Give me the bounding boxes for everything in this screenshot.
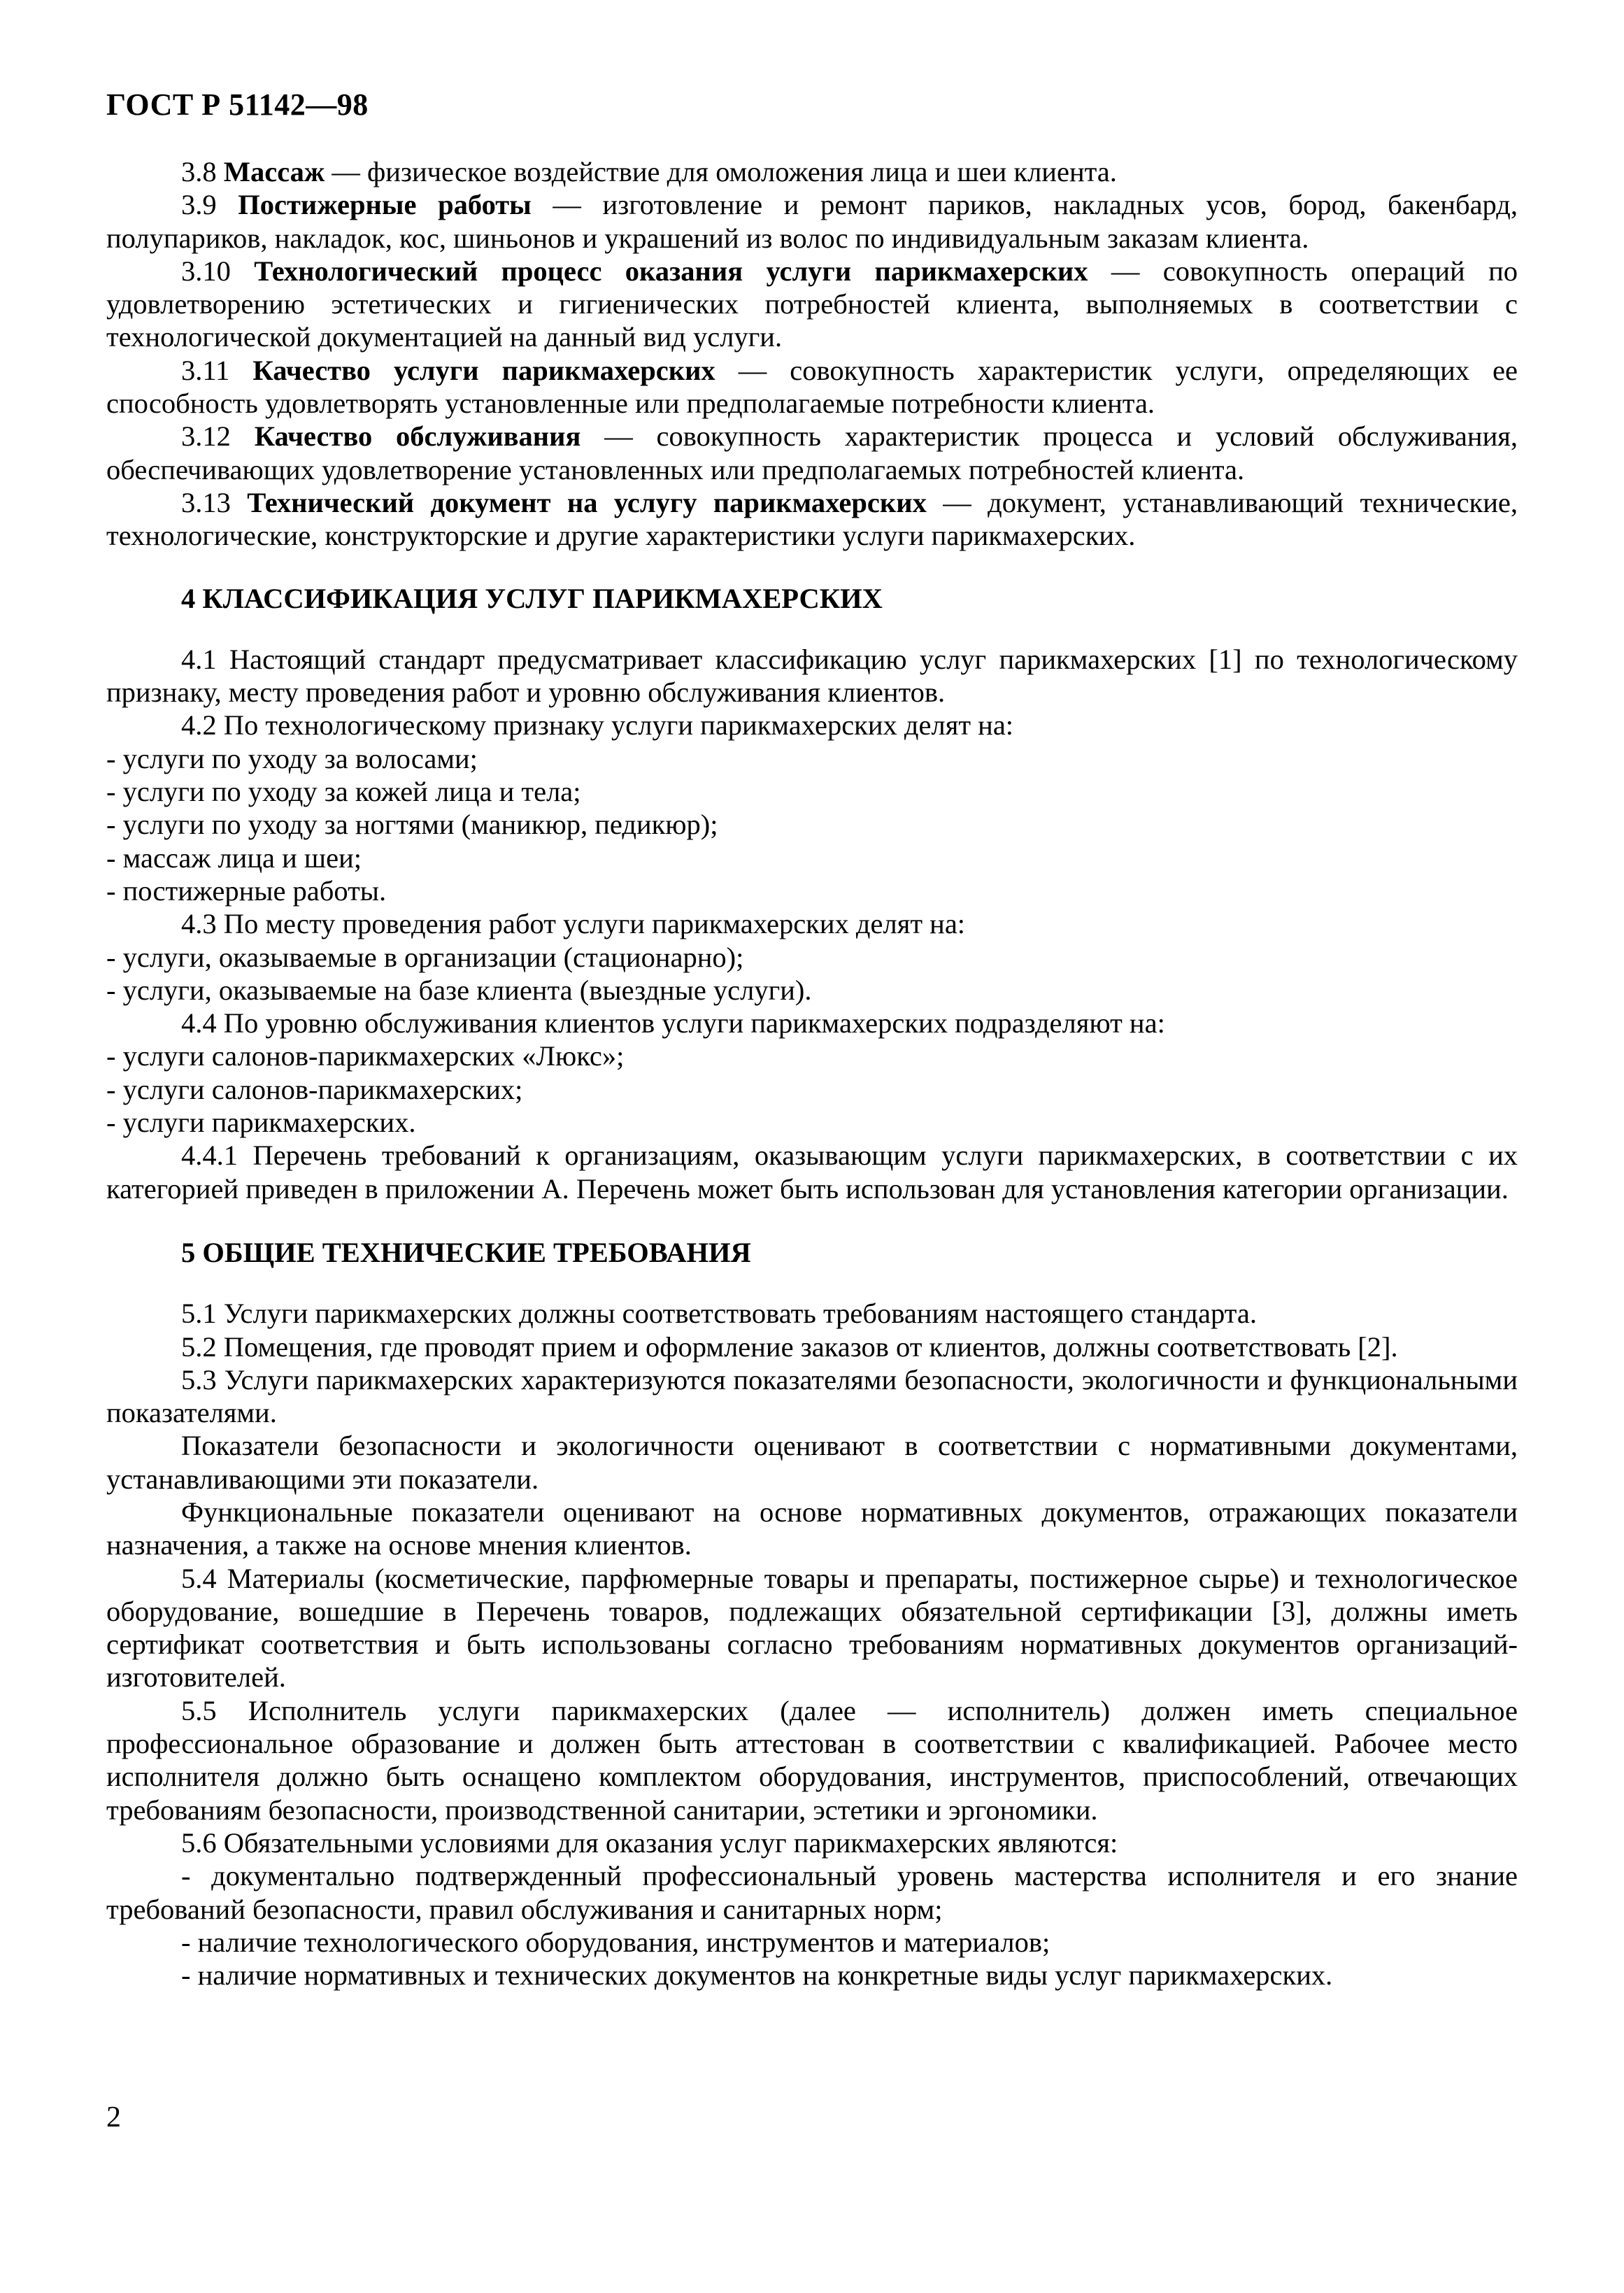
paragraph-5-1: 5.1 Услуги парикмахерских должны соответствовать требованиям настоящего стандарта. [181, 1298, 1257, 1330]
term-title: Качество обслуживания [254, 420, 581, 453]
page-number: 2 [106, 2101, 121, 2134]
section-5-body [106, 1297, 1518, 1992]
list-item: - услуги, оказываемые в организации (стационарно); [106, 941, 744, 973]
list-item: - наличие нормативных и технических документов на конкретные виды услуг парикмахерских. [181, 1959, 1333, 1992]
paragraph-5-3-safety: Показатели безопасности и экологичности оценивают в соответствии с нормативными документами, устанавливающими эти показатели. [106, 1430, 1518, 1495]
list-item: - услуги парикмахерских. [106, 1107, 416, 1139]
term-3-8: 3.8 Массаж — физическое воздействие для омоложения лица и шеи клиента. [181, 156, 1117, 187]
term-3-9: 3.9 Постижерные работы — изготовление и ремонт париков, накладных усов, бород, бакенбард, полупариков, накладок, кос, шиньонов и украшений из волос по индивидуальным заказам клиента. [106, 189, 1518, 254]
paragraph-5-4: 5.4 Материалы (косметические, парфюмерные товары и препараты, постижерное сырье) и технологическое оборудование, вошедшие в Перечень товаров, подлежащих обязательной сертификации [3], должны иметь сертификат соответствия и быть использованы согласно требованиям нормативных документов организаций-изготовителей. [106, 1562, 1518, 1694]
paragraph-5-5: 5.5 Исполнитель услуги парикмахерских (далее — исполнитель) должен иметь специальное профессиональное образование и должен быть аттестован в соответствии с квалификацией. Рабочее место исполнителя должно быть оснащено комплектом оборудования, инструментов, приспособлений, отвечающих требованиям безопасности, производственной санитарии, эстетики и эргономики. [106, 1694, 1518, 1826]
paragraph-4-3: 4.3 По месту проведения работ услуги парикмахерских делят на: [181, 908, 966, 940]
list-item: - услуги, оказываемые на базе клиента (выездные услуги). [106, 974, 812, 1006]
term-3-11: 3.11 Качество услуги парикмахерских — совокупность характеристик услуги, определяющих ее способность удовлетворять установленные или предполагаемые потребности клиента. [106, 354, 1518, 420]
term-3-13: 3.13 Технический документ на услугу парикмахерских — документ, устанавливающий технические, технологические, конструкторские и другие характеристики услуги парикмахерских. [106, 486, 1518, 552]
term-title: Технологический процесс оказания услуги парикмахерских [254, 255, 1088, 287]
paragraph-5-3: 5.3 Услуги парикмахерских характеризуются показателями безопасности, экологичности и функциональными показателями. [106, 1363, 1518, 1429]
paragraph-4-4-1: 4.4.1 Перечень требований к организациям, оказывающим услуги парикмахерских, в соответствии с их категорией приведен в приложении А. Перечень может быть использован для установления категории организации. [106, 1140, 1518, 1205]
term-3-12: 3.12 Качество обслуживания — совокупность характеристик процесса и условий обслуживания, обеспечивающих удовлетворение установленных или предполагаемых потребностей клиента. [106, 420, 1518, 485]
document-body [106, 155, 1518, 1992]
section-5-heading: 5 ОБЩИЕ ТЕХНИЧЕСКИЕ ТРЕБОВАНИЯ [181, 1236, 751, 1268]
term-title: Технический документ на услугу парикмахерских [247, 486, 927, 518]
document-header: ГОСТ Р 51142—98 [106, 87, 369, 122]
paragraph-4-4: 4.4 По уровню обслуживания клиентов услуги парикмахерских подразделяют на: [181, 1007, 1165, 1039]
terms-list [106, 155, 1518, 553]
term-title: Качество услуги парикмахерских [252, 354, 715, 386]
list-item: - услуги по уходу за волосами; [106, 742, 478, 774]
list-item: - постижерные работы. [106, 874, 387, 907]
paragraph-5-3-functional: Функциональные показатели оценивают на основе нормативных документов, отражающих показатели назначения, а также на основе мнения клиентов. [106, 1496, 1518, 1561]
term-3-10: 3.10 Технологический процесс оказания услуги парикмахерских — совокупность операций по удовлетворению эстетических и гигиенических потребностей клиента, выполняемых в соответствии с технологической документацией на данный вид услуги. [106, 255, 1518, 353]
paragraph-4-1: 4.1 Настоящий стандарт предусматривает классификацию услуг парикмахерских [1] по технологическому признаку, месту проведения работ и уровню обслуживания клиентов. [106, 643, 1518, 709]
list-item: - услуги салонов-парикмахерских; [106, 1073, 523, 1105]
section-4-body [106, 643, 1518, 1205]
list-item: - услуги по уходу за ногтями (маникюр, педикюр); [106, 809, 718, 841]
list-item: - услуги салонов-парикмахерских «Люкс»; [106, 1040, 625, 1072]
paragraph-5-2: 5.2 Помещения, где проводят прием и оформление заказов от клиентов, должны соответствовать [2]. [181, 1330, 1398, 1363]
term-title: Постижерные работы [238, 189, 532, 221]
list-item: - услуги по уходу за кожей лица и тела; [106, 776, 581, 808]
paragraph-5-6: 5.6 Обязательными условиями для оказания услуг парикмахерских являются: [181, 1826, 1118, 1859]
list-item: - массаж лица и шеи; [106, 842, 362, 874]
list-item: - документально подтвержденный профессиональный уровень мастерства исполнителя и его знание требований безопасности, правил обслуживания и санитарных норм; [106, 1860, 1518, 1925]
list-item: - наличие технологического оборудования, инструментов и материалов; [181, 1926, 1050, 1958]
paragraph-4-2: 4.2 По технологическому признаку услуги парикмахерских делят на: [181, 709, 1014, 741]
term-title: Массаж [223, 156, 325, 187]
section-4-heading: 4 КЛАССИФИКАЦИЯ УСЛУГ ПАРИКМАХЕРСКИХ [181, 582, 883, 614]
